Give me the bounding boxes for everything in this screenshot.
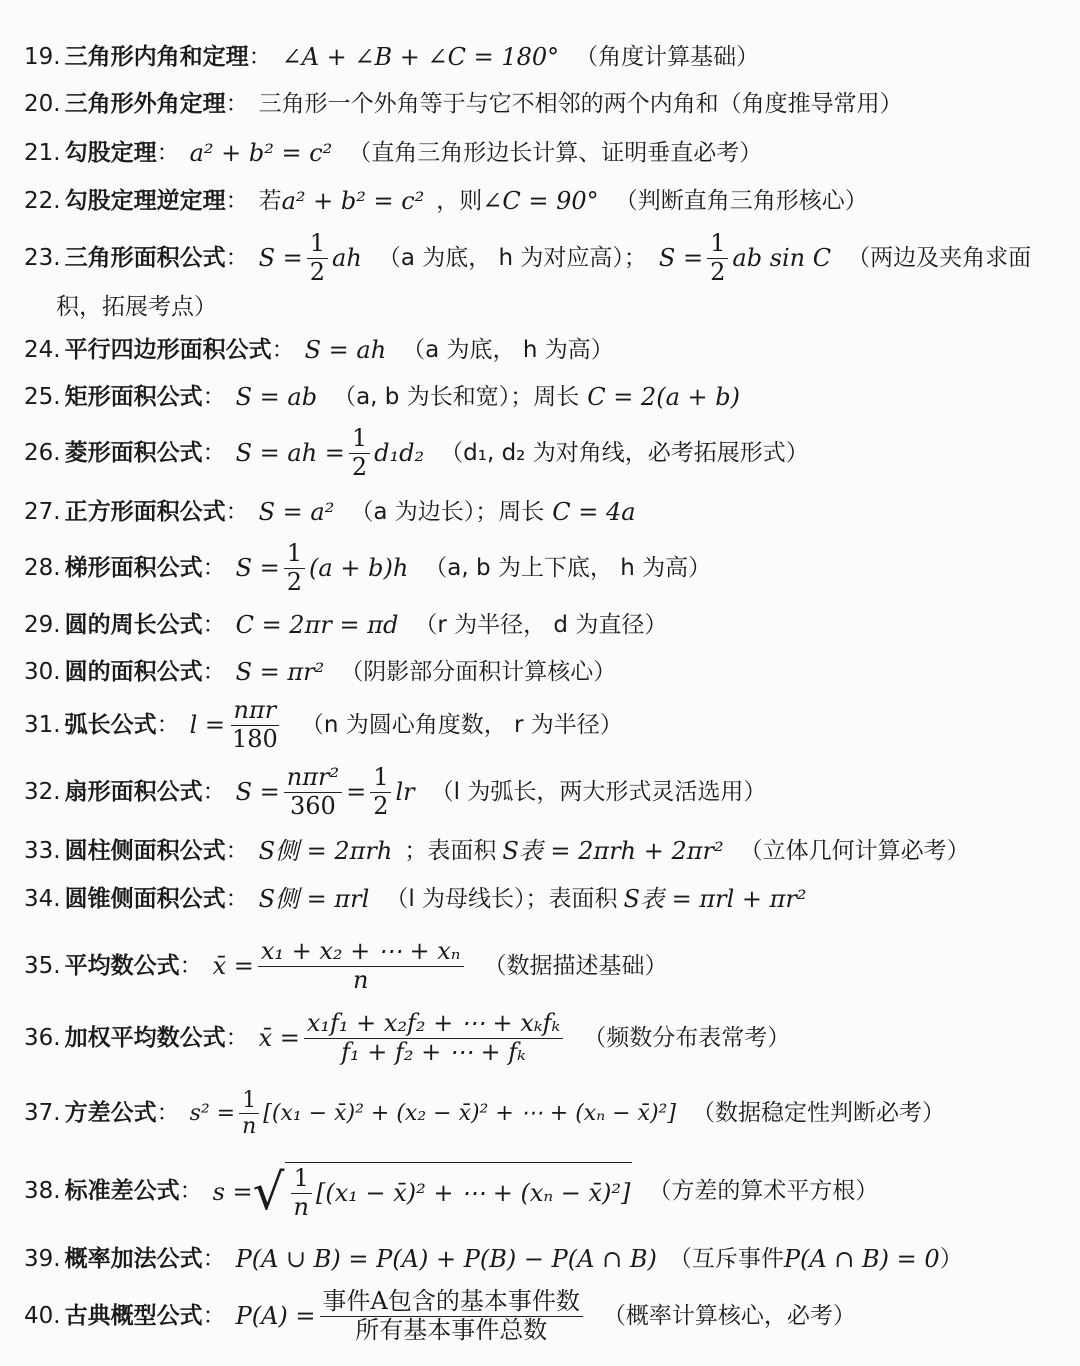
item-formula-2: C = 4a bbox=[552, 498, 636, 526]
formula-item-34 bbox=[24, 884, 1064, 914]
formula-lhs: S = ah = bbox=[235, 439, 345, 468]
item-note: （阴影部分面积计算核心） bbox=[340, 658, 617, 685]
fraction-numerator: x₁f₁ + x₂f₂ + ⋯ + xₖfₖ bbox=[304, 1010, 563, 1039]
formula-item-24 bbox=[24, 335, 1064, 365]
item-formula-2 bbox=[659, 230, 831, 286]
item-note-2: ） bbox=[939, 1245, 963, 1272]
fraction-numerator: 1 bbox=[284, 540, 305, 569]
item-number: 23. bbox=[24, 244, 61, 271]
item-note: （数据描述基础） bbox=[483, 952, 668, 979]
item-number: 19. bbox=[24, 43, 61, 70]
item-colon: ： bbox=[202, 1245, 226, 1272]
item-title: 正方形面积公式 bbox=[64, 498, 226, 525]
item-colon: ： bbox=[179, 1178, 203, 1205]
item-title: 圆柱侧面积公式 bbox=[64, 837, 226, 864]
fraction-denominator: 2 bbox=[309, 257, 326, 286]
item-formula: a² + b² = c² bbox=[281, 187, 425, 215]
item-colon: ： bbox=[156, 1100, 180, 1127]
formula-item-40 bbox=[24, 1288, 1064, 1344]
item-number: 24. bbox=[24, 336, 61, 363]
formula-item-30 bbox=[24, 657, 1064, 687]
item-formula bbox=[236, 540, 409, 596]
formula-rhs: (a + b)h bbox=[309, 554, 409, 583]
item-note: （a, b 为上下底， h 为高） bbox=[424, 554, 712, 581]
item-formula-2: C = 2(a + b) bbox=[587, 383, 740, 411]
item-colon: ： bbox=[225, 91, 249, 117]
item-colon: ： bbox=[179, 952, 203, 979]
item-number: 38. bbox=[24, 1178, 61, 1205]
item-note: （数据稳定性判断必考） bbox=[691, 1100, 945, 1127]
item-note: （r 为半径， d 为直径） bbox=[414, 611, 668, 638]
fraction bbox=[284, 540, 305, 596]
item-number: 27. bbox=[24, 498, 61, 525]
item-colon: ： bbox=[156, 139, 180, 166]
item-colon: ： bbox=[225, 187, 249, 214]
item-title: 平行四边形面积公式 bbox=[64, 336, 272, 363]
formula-rhs: d₁d₂ bbox=[374, 439, 425, 468]
item-formula: S = a² bbox=[258, 498, 335, 526]
fraction-denominator: n bbox=[242, 1114, 257, 1140]
item-title: 勾股定理逆定理 bbox=[64, 187, 226, 214]
fraction-numerator: 1 bbox=[291, 1165, 312, 1194]
item-formula bbox=[190, 697, 285, 753]
item-note: （l 为弧长，两大形式灵活选用） bbox=[430, 778, 767, 805]
item-number: 25. bbox=[24, 383, 61, 410]
item-title: 平均数公式 bbox=[64, 952, 180, 979]
formula-item-31 bbox=[24, 697, 1064, 753]
formula-rhs: [(x₁ − x̄)² + ⋯ + (xₙ − x̄)²] bbox=[315, 1179, 631, 1208]
item-title: 三角形内角和定理 bbox=[64, 43, 249, 70]
formula-item-20 bbox=[24, 90, 1064, 119]
formula-item-37 bbox=[24, 1088, 1064, 1140]
item-formula bbox=[236, 764, 415, 820]
item-colon: ： bbox=[202, 383, 226, 410]
item-formula-2: P(A ∩ B) = 0 bbox=[783, 1245, 940, 1273]
item-colon: ： bbox=[248, 43, 272, 70]
radical-sign-icon: √ bbox=[252, 1162, 285, 1221]
formula-rhs: ah bbox=[332, 244, 362, 273]
item-formula-2: S表 = πrl + πr² bbox=[623, 885, 807, 913]
item-formula bbox=[259, 1010, 568, 1066]
fraction-denominator: n bbox=[352, 965, 369, 994]
formula-equals: = bbox=[346, 778, 367, 807]
fraction-numerator: 1 bbox=[349, 425, 370, 454]
item-continuation: 积，拓展考点） bbox=[56, 294, 217, 320]
formula-item-21 bbox=[24, 138, 1064, 168]
item-formula bbox=[236, 1288, 587, 1344]
fraction-numerator: 1 bbox=[370, 764, 391, 793]
item-title: 圆的周长公式 bbox=[64, 611, 203, 638]
item-title: 标准差公式 bbox=[64, 1178, 180, 1205]
formula-item-22 bbox=[24, 186, 1064, 216]
item-number: 31. bbox=[24, 711, 61, 738]
fraction bbox=[307, 230, 328, 286]
item-title: 三角形面积公式 bbox=[64, 244, 226, 271]
item-formula bbox=[236, 425, 425, 481]
fraction bbox=[349, 425, 370, 481]
fraction-denominator: f₁ + f₂ + ⋯ + fₖ bbox=[341, 1037, 526, 1066]
fraction-denominator: 360 bbox=[290, 791, 336, 820]
item-formula-2: S表 = 2πrh + 2πr² bbox=[502, 837, 724, 865]
fraction-denominator: 2 bbox=[710, 257, 726, 286]
item-number: 22. bbox=[24, 187, 61, 214]
item-title: 三角形外角定理 bbox=[64, 91, 226, 117]
formula-lhs: S = bbox=[658, 244, 704, 273]
item-note: （方差的算术平方根） bbox=[648, 1178, 879, 1205]
formula-item-32 bbox=[24, 764, 1064, 820]
formula-lhs: S = bbox=[258, 244, 303, 273]
item-formula: S侧 = 2πrh bbox=[258, 837, 393, 865]
item-note: （判断直角三角形核心） bbox=[614, 187, 868, 214]
formula-item-33 bbox=[24, 836, 1064, 866]
formula-item-35 bbox=[24, 938, 1064, 994]
formula-item-19 bbox=[24, 42, 1064, 72]
fraction bbox=[304, 1010, 563, 1066]
item-formula: P(A ∪ B) = P(A) + P(B) − P(A ∩ B) bbox=[235, 1245, 657, 1273]
item-colon: ： bbox=[225, 498, 249, 525]
item-note-2: （立体几何计算必考） bbox=[739, 837, 970, 864]
item-note-2: （两边及夹角求面 bbox=[847, 244, 1032, 271]
item-title: 加权平均数公式 bbox=[64, 1024, 226, 1051]
item-colon: ： bbox=[225, 837, 249, 864]
item-title: 古典概型公式 bbox=[64, 1302, 203, 1329]
item-title: 圆锥侧面积公式 bbox=[64, 885, 226, 912]
fraction-denominator: 2 bbox=[351, 452, 368, 481]
item-colon: ： bbox=[225, 885, 249, 912]
item-number: 37. bbox=[24, 1100, 61, 1127]
item-colon: ： bbox=[202, 778, 226, 805]
item-note: ；表面积 bbox=[404, 837, 497, 864]
item-note: （概率计算核心，必考） bbox=[602, 1302, 856, 1329]
item-colon: ： bbox=[202, 658, 226, 685]
formula-item-26 bbox=[24, 425, 1064, 481]
formula-item-27 bbox=[24, 497, 1064, 527]
item-colon: ： bbox=[202, 611, 226, 638]
formula-lhs: S = bbox=[235, 778, 280, 807]
fraction bbox=[258, 938, 464, 994]
item-number: 28. bbox=[24, 554, 61, 581]
item-number: 29. bbox=[24, 611, 61, 638]
fraction-numerator: 1 bbox=[239, 1088, 259, 1114]
item-number: 26. bbox=[24, 439, 61, 466]
fraction-2 bbox=[370, 764, 391, 820]
item-formula: ∠A + ∠B + ∠C = 180° bbox=[281, 43, 560, 71]
formula-item-28 bbox=[24, 540, 1064, 596]
formula-item-36 bbox=[24, 1010, 1064, 1066]
item-note: （d₁, d₂ 为对角线，必考拓展形式） bbox=[440, 439, 809, 466]
radicand bbox=[285, 1162, 633, 1221]
item-text-then: ，则 bbox=[436, 187, 483, 214]
item-note: （互斥事件 bbox=[668, 1245, 784, 1272]
fraction-numerator: 1 bbox=[707, 230, 728, 259]
item-title: 弧长公式 bbox=[64, 711, 157, 738]
formula-lhs: s = bbox=[212, 1177, 253, 1206]
item-note: （a 为底， h 为对应高）； bbox=[377, 244, 647, 271]
item-title: 矩形面积公式 bbox=[64, 383, 203, 410]
item-number: 30. bbox=[24, 658, 61, 685]
formula-rhs: [(x₁ − x̄)² + (x₂ − x̄)² + ⋯ + (xₙ − x̄)²] bbox=[263, 1101, 676, 1127]
fraction-denominator: 所有基本事件总数 bbox=[355, 1315, 548, 1344]
formula-lhs: l = bbox=[189, 711, 225, 740]
item-formula: S = ah bbox=[304, 336, 387, 364]
item-note: （a 为底， h 为高） bbox=[402, 336, 614, 363]
item-number: 33. bbox=[24, 837, 61, 864]
item-note: （直角三角形边长计算、证明垂直必考） bbox=[348, 139, 763, 166]
formula-lhs: x̄ = bbox=[212, 952, 254, 981]
item-formula: a² + b² = c² bbox=[189, 139, 333, 167]
item-number: 40. bbox=[24, 1302, 61, 1329]
item-number: 35. bbox=[24, 952, 61, 979]
fraction-denominator: 180 bbox=[232, 724, 278, 753]
fraction bbox=[284, 764, 342, 820]
item-title: 勾股定理 bbox=[64, 139, 157, 166]
formula-item-23 bbox=[24, 230, 1064, 286]
item-title: 方差公式 bbox=[64, 1100, 157, 1127]
item-number: 36. bbox=[24, 1024, 61, 1051]
item-note: （角度计算基础） bbox=[575, 43, 760, 70]
item-text-if: 若 bbox=[258, 187, 282, 214]
item-note: （l 为母线长）；表面积 bbox=[385, 885, 618, 912]
item-colon: ： bbox=[225, 244, 249, 271]
formula-lhs: x̄ = bbox=[258, 1024, 300, 1053]
formula-item-29 bbox=[24, 610, 1064, 640]
fraction-numerator: 1 bbox=[307, 230, 328, 259]
item-title: 菱形面积公式 bbox=[64, 439, 203, 466]
item-note: （a, b 为长和宽）；周长 bbox=[333, 383, 580, 410]
formula-lhs: P(A) = bbox=[235, 1302, 316, 1331]
fraction bbox=[239, 1088, 259, 1140]
formula-rhs: ab sin C bbox=[732, 244, 832, 273]
item-colon: ： bbox=[202, 554, 226, 581]
item-title: 圆的面积公式 bbox=[64, 658, 203, 685]
item-note: （频数分布表常考） bbox=[583, 1024, 791, 1051]
item-number: 34. bbox=[24, 885, 61, 912]
item-title: 扇形面积公式 bbox=[64, 778, 203, 805]
item-number: 39. bbox=[24, 1245, 61, 1272]
formula-item-38 bbox=[24, 1162, 1064, 1221]
square-root bbox=[253, 1162, 633, 1221]
item-formula bbox=[259, 230, 362, 286]
item-formula bbox=[190, 1088, 676, 1140]
item-note: （n 为圆心角度数， r 为半径） bbox=[300, 711, 623, 738]
item-number: 21. bbox=[24, 139, 61, 166]
item-title: 梯形面积公式 bbox=[64, 554, 203, 581]
item-colon: ： bbox=[225, 1024, 249, 1051]
item-formula bbox=[213, 938, 468, 994]
item-number: 20. bbox=[24, 91, 61, 117]
formula-rhs: lr bbox=[395, 778, 415, 807]
item-formula: S侧 = πrl bbox=[258, 885, 370, 913]
item-formula: S = πr² bbox=[235, 658, 325, 686]
item-title: 概率加法公式 bbox=[64, 1245, 203, 1272]
formula-lhs: s² = bbox=[189, 1101, 236, 1127]
item-colon: ： bbox=[156, 711, 180, 738]
item-formula bbox=[213, 1162, 633, 1221]
fraction bbox=[320, 1288, 583, 1344]
item-number: 32. bbox=[24, 778, 61, 805]
fraction-denominator: 2 bbox=[373, 791, 389, 820]
fraction-denominator: 2 bbox=[286, 567, 303, 596]
item-colon: ： bbox=[271, 336, 295, 363]
item-colon: ： bbox=[202, 1302, 226, 1329]
fraction bbox=[291, 1165, 312, 1221]
fraction-numerator: nπr bbox=[231, 697, 280, 726]
item-formula: S = ab bbox=[235, 383, 318, 411]
item-description: 三角形一个外角等于与它不相邻的两个内角和（角度推导常用） bbox=[258, 91, 903, 117]
item-colon: ： bbox=[202, 439, 226, 466]
fraction-numerator: nπr² bbox=[284, 764, 342, 793]
fraction-numerator: 事件A包含的基本事件数 bbox=[320, 1288, 583, 1317]
fraction-numerator: x₁ + x₂ + ⋯ + xₙ bbox=[258, 938, 464, 967]
item-formula: C = 2πr = πd bbox=[235, 611, 399, 639]
fraction bbox=[229, 697, 281, 753]
item-note: （a 为边长）；周长 bbox=[350, 498, 545, 525]
fraction bbox=[707, 230, 728, 286]
formula-item-25 bbox=[24, 382, 1064, 412]
fraction-denominator: n bbox=[293, 1192, 309, 1221]
formula-lhs: S = bbox=[235, 554, 280, 583]
formula-item-39 bbox=[24, 1244, 1064, 1274]
item-formula-2: ∠C = 90° bbox=[482, 187, 599, 215]
